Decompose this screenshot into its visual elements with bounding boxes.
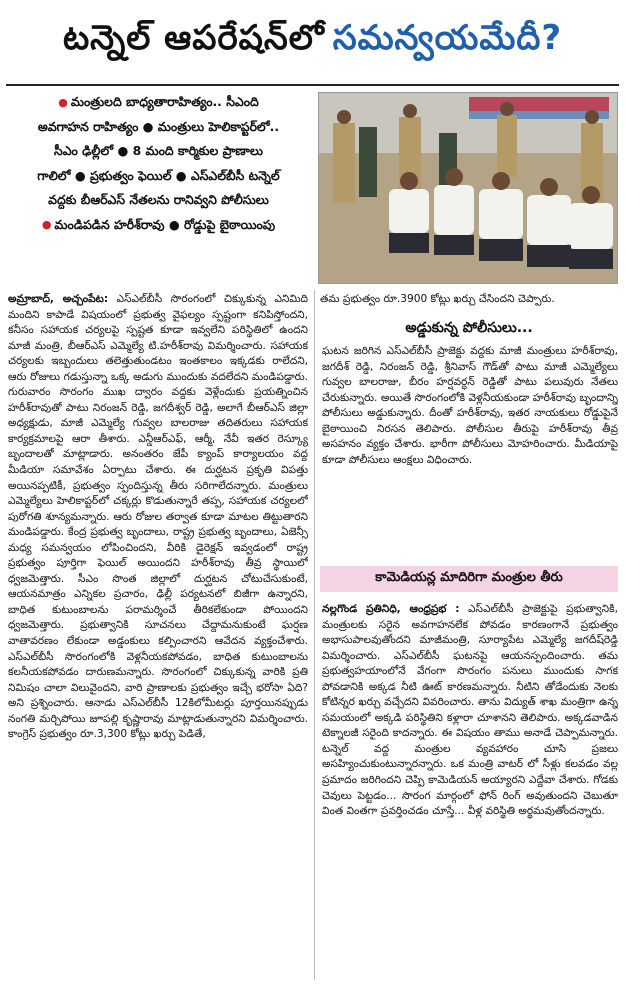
highlight-line xyxy=(6,115,311,140)
subhead-police: అడ్డుకున్న పోలీసులు... xyxy=(405,320,533,336)
headline xyxy=(0,0,625,84)
left-article-column xyxy=(8,292,308,980)
highlight-line xyxy=(6,139,311,164)
column-divider xyxy=(314,290,315,980)
highlight-text: మంత్రులది బాధ్యతారాహిత్యం.. సీఎంది xyxy=(70,94,259,110)
highlight-text: గాలిలో ● ప్రభుత్వం ఫెయిల్ ● ఎస్ఎల్‌బీసీ టన్నెల్ xyxy=(37,167,280,183)
dateline: నల్లగొండ ప్రతినిధి, ఆంధ్రప్రభ : xyxy=(322,603,460,615)
bullet-icon: ● xyxy=(41,218,52,232)
highlight-text: వద్దకు బీఆర్ఎస్ నేతలను రానివ్వని పోలీసులు xyxy=(48,192,269,208)
comedian-body: ఎస్ఎల్‌బీసీ ప్రాజెక్టుపై ప్రభుత్వానికి, మంత్రులకు సరైన అవగాహనలేక పోవడం కారణంగానే ప్రభుత్వం అభాసుపాలవుతోందని మాజీమంత్రి, సూర్యాపేట ఎమ్మెల్యే జగదీష్‌రెడ్డి విమర్శించారు. ఎస్ఎల్‌బీసీ ఘటనపై ఆయనస్పందించారు. తమ ప్రభుత్వహయాంలోనే వేగంగా సొరంగం పనులు ముందుకు సాగక పోవడానికి అక్కడ నీటి ఊట్ కారణమన్నారు. నీటిని తోడేందుకు నెలకు కోటిన్నర ఖర్చు వచ్చేదని వివరించారు. తాను విద్యుత్ శాఖ మంత్రిగా ఉన్న సమయంలో అక్కడి పరిస్థితిని కళ్లారా చూశానని తెలిపారు. అక్కడవాడిన టెక్నాలజీ సరైంది కాదన్నారు. ఈ విషయం తాము అనాడే చెప్పామన్నారు. టన్నెల్ వద్ద మంత్రుల వ్యవహారం చూసి ప్రజలు అసహ్యించుకుంటున్నారన్నారు. ఒక మంత్రి వాటర్ లో సీళ్లు కలవడం వల్ల ప్రమాదం జరిగిందని చెప్పి కామెడియన్ అయ్యారని ఎద్దేవా చేశారు. గోడకు చెవులు పెట్టడం... సొరంగ మార్గంలో ఫోన్ రింగ్ అవుతుందని చెబుతూ వింత వింతగా ప్రవర్తించడం చూస్తే... వీళ్ల వరిస్థితి అర్థమవుతోందన్నారు. xyxy=(322,603,618,818)
highlight-text: సీఎం ఢిల్లీలో ● 8 మంది కార్మికుల ప్రాణాలు xyxy=(54,143,263,159)
comedian-paragraph xyxy=(322,602,618,978)
police-paragraph: ఘటన జరిగిన ఎస్ఎల్‌బీసీ ప్రాజెక్టు వద్దకు మాజీ మంత్రులు హరీశ్‌రావు, జగదీశ్ రెడ్డి, నిరంజన్ రెడ్డి, శ్రీనివాస్ గౌడ్‌తో పాటు మాజీ ఎమ్మెల్యేలు గువ్వల బాలరాజు, బీరం హర్షవర్ధన్ రెడ్డితో పాటు పలువురు నేతలు చేరుకున్నారు. అయితే సొరంగంలోకి వెళ్లనీయకుండా హరీశ్‌రావు బృందాన్ని పోలీసులు అడ్డుకున్నారు. దీంతో హరీశ్‌రావు, ఇతర నాయకులు రోడ్డుపైనే బైఠాయించి నిరసన తెలిపారు. పోలీసుల తీరుపై హరీశ్‌రావు తీవ్ర అసహనం వ్యక్తం చేశారు. భారీగా పోలీసులు మోహరించారు. మీడియాపై కూడా పోలీసులు ఆంక్షలు విధించారు. xyxy=(322,345,618,466)
highlight-line xyxy=(6,213,311,238)
news-photo xyxy=(318,92,618,284)
bullet-icon: ● xyxy=(58,95,68,109)
highlights-block xyxy=(6,90,311,286)
headline-part-1: టన్నెల్ ఆపరేషన్‌లో xyxy=(62,18,325,58)
photo-illustration xyxy=(319,93,618,284)
highlight-line xyxy=(6,164,311,189)
highlight-line xyxy=(6,90,311,115)
headline-part-2: సమన్వయమేదీ? xyxy=(332,18,563,58)
headline-rule xyxy=(6,84,619,86)
highlight-text: మండిపడిన హరీశ్‌రావు ● రోడ్డుపై బైఠాయింపు xyxy=(54,216,276,232)
continued-line: తమ ప్రభుత్వం రూ.3900 కోట్లు ఖర్చు చేసిందని చెప్పారు. xyxy=(320,293,555,305)
article-body: ఎస్ఎల్‌బీసీ సొరంగంలో చిక్కుకున్న ఎనిమిది మందిని కాపాడే విషయంలో ప్రభుత్వ వైఫల్యం స్పష్టంగా కనిపిస్తోందని, కనీసం సహాయక చర్యలపై స్పష్టత కూడా ఇవ్వలేని పరిస్థితిలో ఉందని మాజీ మంత్రి, బీఆర్ఎస్ ఎమ్మెల్యే టి.హరీశ్‌రావు విమర్శించారు. సహాయక చర్యలకు ఇబ్బందులు తలెత్తుతుండటం ఇంతకాలం ఇక్కడకు రాలేదని, ఆరు రోజులు గడుస్తున్నా ఒక్క అడుగు ముందుకు వదలేదని మండిపడ్డారు. గురువారం సొరంగం ముఖ ద్వారం వద్దకు వెళ్లేందుకు ప్రయత్నించిన హరీశ్‌రావుతో పాటు నిరంజన్ రెడ్డి, జగదీశ్వర్ రెడ్డి, అలాగే బీఆర్ఎస్ జిల్లా అధ్యక్షుడు, మాజీ ఎమ్మెల్యే గువ్వల బాలరాజు తదితరులు సహాయక కార్యక్రమాలపై ఆరా తీశారు. ఎన్డీఆర్ఎఫ్, ఆర్మీ, నేవీ ఇతర రెస్క్యూ బృందాలతో మాట్లాడారు. అనంతరం జేపీ క్యాంప్ కార్యాలయం వద్ద మీడియా సమావేశం ఏర్పాటు చేశారు. ఈ దుర్ఘటన ప్రకృతి విపత్తు అయినప్పటికీ, ప్రభుత్వం స్పందిస్తున్న తీరు సరిగాలేదన్నారు. మంత్రులు ఎమ్మెల్యేలు హెలికాప్టర్‌లో చక్కర్లు కొడుతున్నారే తప్ప, సహాయక చర్యలలో పురోగతి శూన్యమన్నారు. ఆరు రోజుల తర్వాత కూడా మాటల తిట్టుతారని మండిపడ్డారు. కేంద్ర ప్రభుత్వ బృందాలు, రాష్ట్ర ప్రభుత్వ బృందాలు, ఏజెన్సీ మధ్య సమన్వయం లోపించిందని, వీరికి డైరెక్షన్ ఇవ్వడంలో రాష్ట్ర ప్రభుత్వం పూర్తిగా ఫెయిల్ అయిందని హరీశ్‌రావు తీవ్ర స్థాయిలో ధ్వజమెత్తారు. సీఎం సొంత జిల్లాలో దుర్ఘటన చోటుచేసుకుంటే, ఆయనమాత్రం ఎన్నికల ప్రచారం, ఢిల్లీ పర్యటనలో బిజీగా ఉన్నారని, బాధిత కుటుంబాలను పరామర్శించే తీరికలేకుండా పోయిందని ధ్వజమెత్తారు. ప్రభుత్వానికి సూచనలు చేద్దామనుకుంటే ఘర్షణ వాతావరణం లేకుండా అడ్డంకులు కల్పించారని ఆవేదన వ్యక్తంచేశారు. ఎస్ఎల్‌బీసీ సొరంగంలోకి వెళ్లనీయకపోవడం, బాధిత కుటుంబాలను కలనీయకపోవడం దారుణమన్నారు. సొరంగంలో చిక్కుకున్న వారికి ప్రతి నిమిషం చాలా విలువైందని, వారి ప్రాణాలకు ప్రభుత్వం ఇచ్చే భరోసా ఏది? అని ప్రశ్నించారు. ఆనాడు ఎస్ఎల్‌బీసీ 12కిలోమీటర్లు పూర్తయినప్పుడు నంగతి మర్చిపోయి జూపల్లి కృష్ణారావు మాట్లాడుతున్నారని విమర్శించారు. కాంగ్రెస్ ప్రభుత్వం రూ.3,300 కోట్లు ఖర్చు పెడితే, xyxy=(8,293,308,741)
highlight-line xyxy=(6,188,311,213)
highlight-text: అవగాహన రాహిత్యం ● మంత్రులు హెలికాప్టర్‌లో.. xyxy=(37,118,280,134)
section-banner: కామెడియన్ల మాదిరిగా మంత్రుల తీరు xyxy=(320,566,618,592)
dateline: అమ్రాబాద్, అచ్చంపేట: xyxy=(8,293,109,305)
